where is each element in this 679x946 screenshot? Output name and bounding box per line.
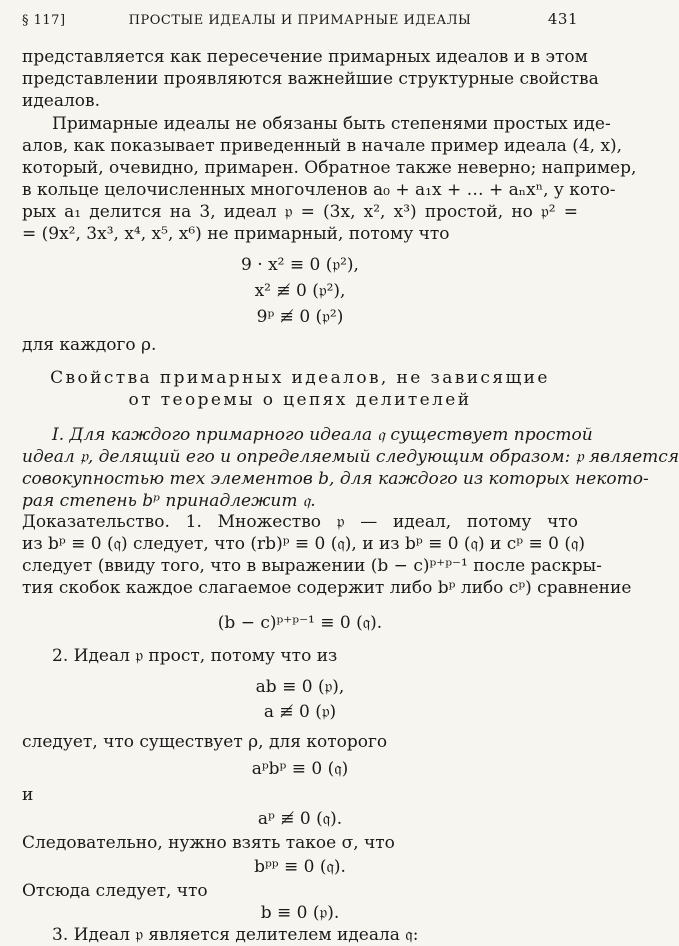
text-line: Примарные идеалы не обязаны быть степенями простых иде- — [52, 114, 611, 134]
text-line: тия скобок каждое слагаемое содержит либо bᵖ либо cᵖ) сравнение — [22, 578, 632, 598]
text-line: следует, что существует ρ, для которого — [22, 732, 388, 752]
page-number: 431 — [547, 10, 578, 28]
formula: 9 · x² ≡ 0 (𝔭²), — [241, 255, 359, 275]
theorem-line: I. Для каждого примарного идеала 𝔮 существует простой — [52, 425, 593, 445]
formula: bᵖᵖ ≡ 0 (𝔮). — [254, 857, 346, 877]
text-line: который, очевидно, примарен. Обратное также неверно; например, — [22, 158, 637, 178]
formula: a ≢ 0 (𝔭) — [263, 702, 337, 722]
text-line: = (9x², 3x³, x⁴, x⁵, x⁶) не примарный, потому что — [22, 224, 450, 244]
text-line: 3. Идеал 𝔭 является делителем идеала 𝔮: — [52, 925, 419, 945]
text-line: Следовательно, нужно взять такое σ, что — [22, 833, 395, 853]
text-line: следует (ввиду того, что в выражении (b − c)ᵖ⁺ᵖ⁻¹ после раскры- — [22, 556, 602, 576]
text-line: рых a₁ делится на 3, идеал 𝔭 = (3x, x², x³) простой, но 𝔭² = — [22, 202, 578, 222]
text-line: Доказательство. 1. Множество 𝔭 — идеал, потому что — [22, 512, 578, 532]
formula: 9ᵖ ≢ 0 (𝔭²) — [256, 307, 344, 327]
formula: b ≡ 0 (𝔭). — [260, 903, 340, 923]
theorem-line: рая степень bᵖ принадлежит 𝔮. — [22, 491, 316, 511]
section-heading: Свойства примарных идеалов, не зависящие — [50, 368, 550, 388]
text-line: представлении проявляются важнейшие структурные свойства — [22, 69, 599, 89]
theorem-line: совокупностью тех элементов b, для каждого из которых некото- — [22, 469, 649, 489]
formula: x² ≢ 0 (𝔭²), — [254, 281, 346, 301]
text-line: для каждого ρ. — [22, 335, 157, 355]
theorem-line: идеал 𝔭, делящий его и определяемый следующим образом: 𝔭 является — [22, 447, 679, 467]
formula: aᵖ ≢ 0 (𝔮). — [257, 809, 343, 829]
section-heading: от теоремы о цепях делителей — [128, 390, 472, 410]
text-line: идеалов. — [22, 91, 101, 111]
text-line: Отсюда следует, что — [22, 881, 208, 901]
formula: ab ≡ 0 (𝔭), — [255, 677, 345, 697]
section-ref: § 117] — [22, 13, 66, 28]
text-line: 2. Идеал 𝔭 прост, потому что из — [52, 646, 338, 666]
text-line: алов, как показывает приведенный в начале пример идеала (4, x), — [22, 136, 623, 156]
formula: aᵖbᵖ ≡ 0 (𝔮) — [251, 759, 349, 779]
text-line: и — [22, 785, 34, 805]
text-line: в кольце целочисленных многочленов a₀ + a₁x + … + aₙxⁿ, у кото- — [22, 180, 616, 200]
running-header — [22, 10, 578, 32]
text-line: из bᵖ ≡ 0 (𝔮) следует, что (rb)ᵖ ≡ 0 (𝔮), и из bᵖ ≡ 0 (𝔮) и cᵖ ≡ 0 (𝔮) — [22, 534, 585, 554]
text-line: представляется как пересечение примарных идеалов и в этом — [22, 47, 588, 67]
running-title: ПРОСТЫЕ ИДЕАЛЫ И ПРИМАРНЫЕ ИДЕАЛЫ — [128, 13, 472, 28]
formula: (b − c)ᵖ⁺ᵖ⁻¹ ≡ 0 (𝔮). — [217, 613, 383, 633]
